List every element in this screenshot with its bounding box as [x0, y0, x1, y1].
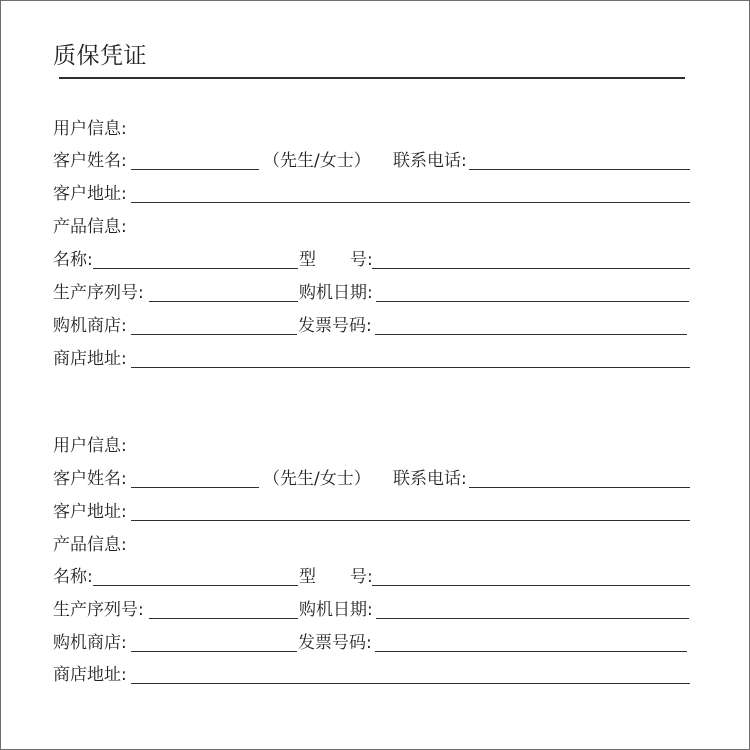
customer-address-field[interactable]: [131, 202, 690, 203]
purchase-date-field[interactable]: [376, 618, 689, 619]
store-address-label: 商店地址:: [53, 349, 127, 369]
serial-number-field[interactable]: [149, 618, 298, 619]
purchase-date-label: 购机日期:: [299, 283, 373, 303]
purchase-date-label: 购机日期:: [299, 600, 373, 620]
model-label-char-1: 型: [299, 567, 316, 587]
model-field[interactable]: [372, 268, 690, 269]
invoice-number-label: 发票号码:: [298, 633, 372, 653]
invoice-number-field[interactable]: [375, 334, 687, 335]
customer-name-label: 客户姓名:: [53, 469, 127, 489]
title-underline: [59, 77, 685, 79]
store-field[interactable]: [131, 651, 297, 652]
product-name-field[interactable]: [93, 585, 298, 586]
serial-number-label: 生产序列号:: [53, 600, 144, 620]
purchase-date-field[interactable]: [376, 301, 689, 302]
phone-label: 联系电话:: [393, 469, 467, 489]
customer-address-label: 客户地址:: [53, 184, 127, 204]
store-field[interactable]: [131, 334, 297, 335]
phone-label: 联系电话:: [393, 151, 467, 171]
product-info-heading: 产品信息:: [53, 535, 127, 555]
user-info-heading: 用户信息:: [53, 436, 127, 456]
store-address-field[interactable]: [131, 367, 690, 368]
customer-address-label: 客户地址:: [53, 502, 127, 522]
invoice-number-field[interactable]: [375, 651, 687, 652]
serial-number-field[interactable]: [149, 301, 298, 302]
gender-note: （先生/女士）: [263, 151, 371, 171]
product-name-label: 名称:: [53, 250, 93, 270]
model-label-char-1: 型: [299, 250, 316, 270]
user-info-heading: 用户信息:: [53, 119, 127, 139]
store-label: 购机商店:: [53, 633, 127, 653]
phone-field[interactable]: [469, 169, 690, 170]
product-name-field[interactable]: [93, 268, 298, 269]
customer-name-label: 客户姓名:: [53, 151, 127, 171]
product-name-label: 名称:: [53, 567, 93, 587]
page-title: 质保凭证: [53, 43, 147, 69]
product-info-heading: 产品信息:: [53, 217, 127, 237]
store-address-label: 商店地址:: [53, 665, 127, 685]
model-label-char-2: 号:: [350, 567, 373, 587]
serial-number-label: 生产序列号:: [53, 283, 144, 303]
customer-name-field[interactable]: [131, 169, 259, 170]
model-field[interactable]: [372, 585, 690, 586]
gender-note: （先生/女士）: [263, 469, 371, 489]
invoice-number-label: 发票号码:: [298, 316, 372, 336]
model-label-char-2: 号:: [350, 250, 373, 270]
phone-field[interactable]: [469, 487, 690, 488]
store-address-field[interactable]: [131, 683, 690, 684]
customer-address-field[interactable]: [131, 520, 690, 521]
store-label: 购机商店:: [53, 316, 127, 336]
customer-name-field[interactable]: [131, 487, 259, 488]
